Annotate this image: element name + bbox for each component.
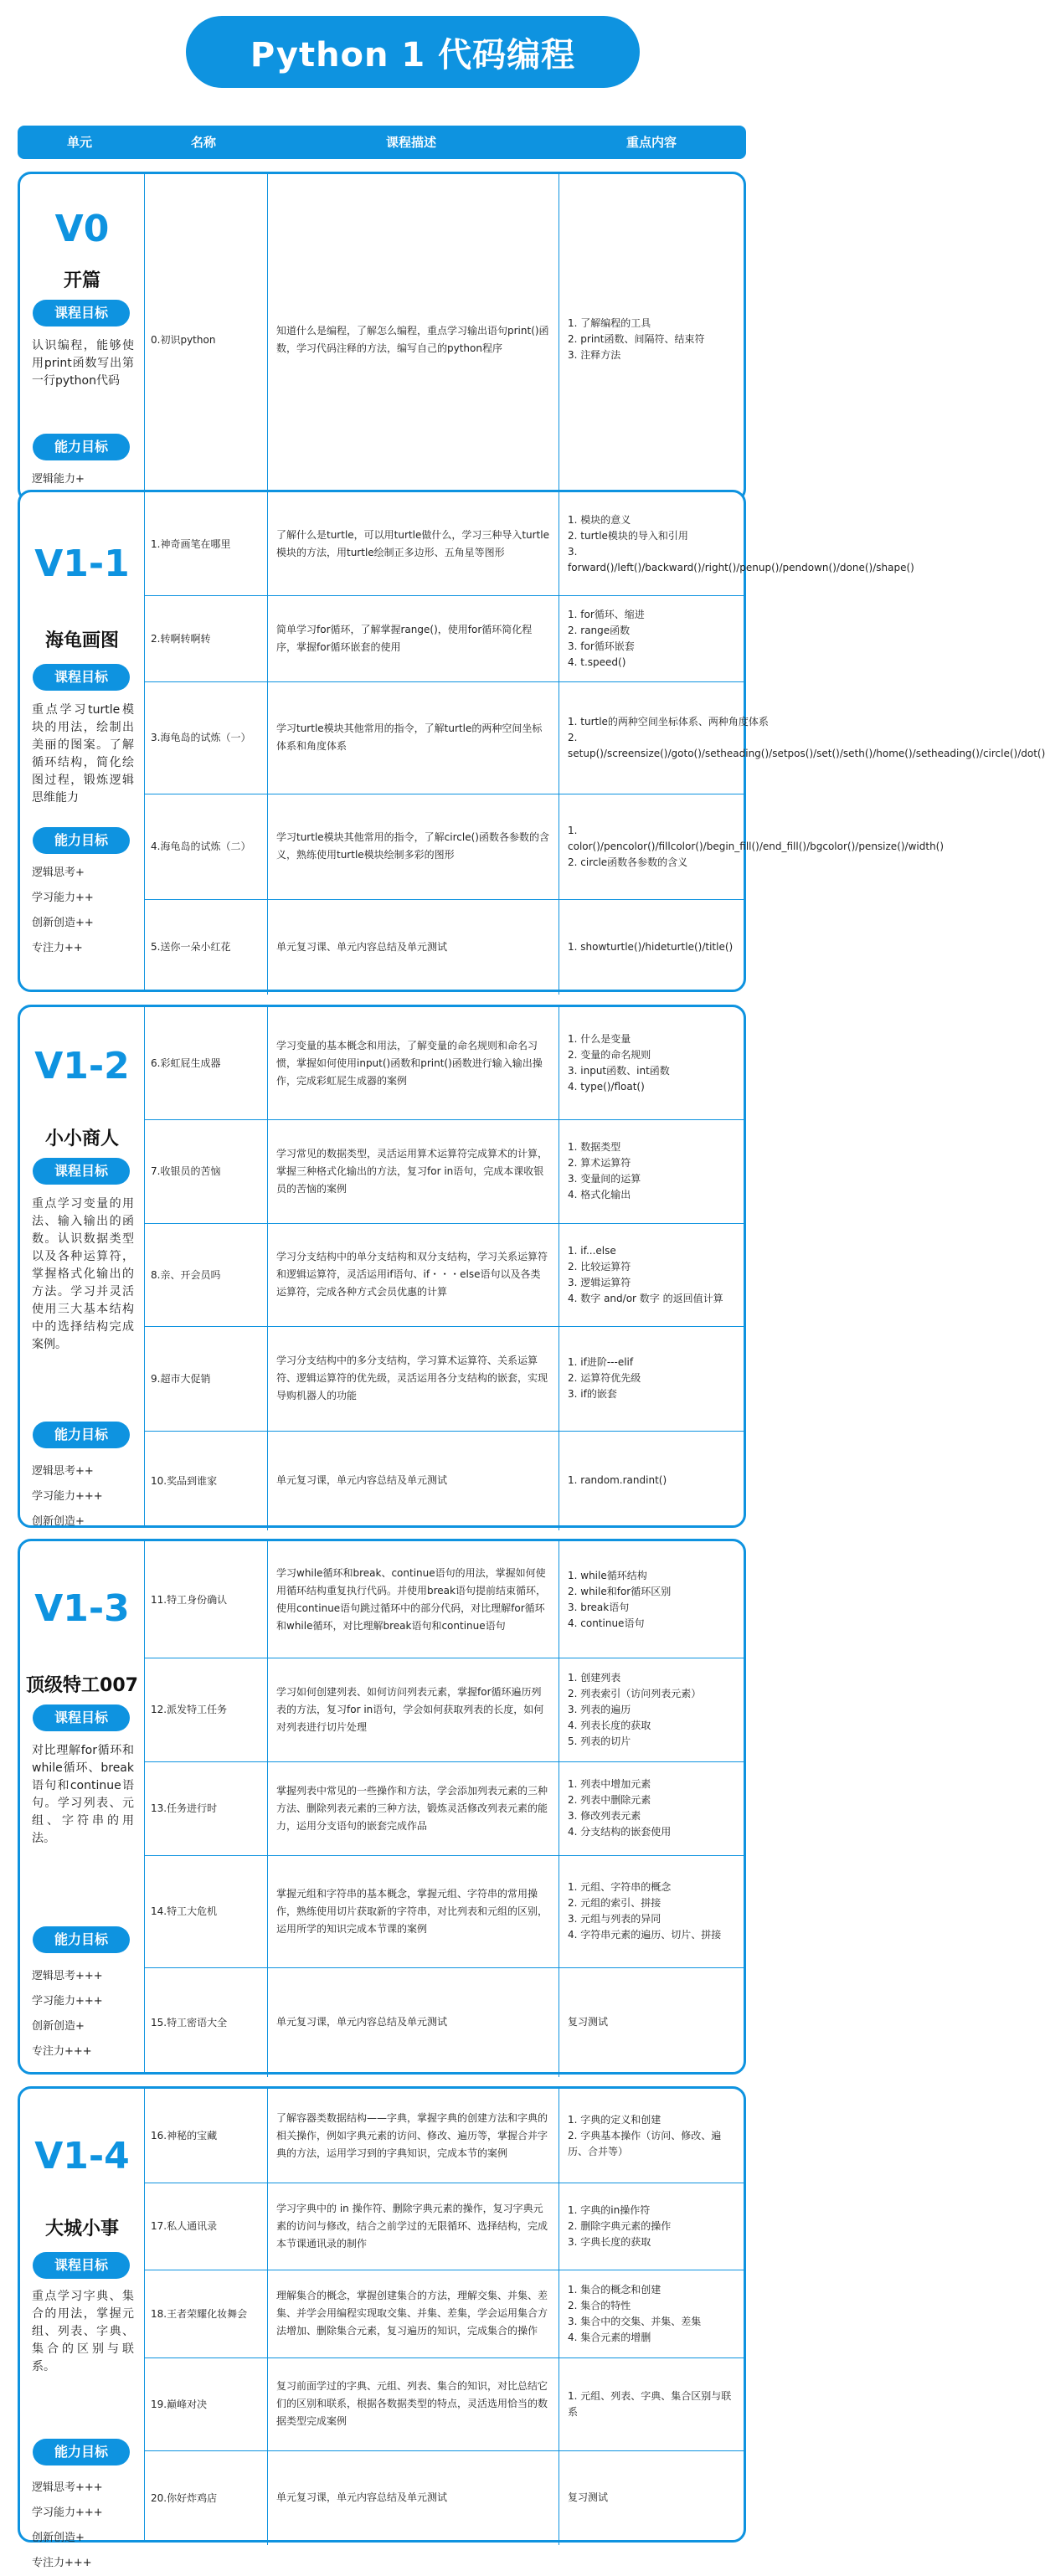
course-goal-pill: 课程目标 <box>33 664 130 691</box>
lesson-name: 0.初识python <box>144 174 268 505</box>
ability-item: 学习能力++ <box>32 892 94 904</box>
key-points-list <box>568 1473 667 1489</box>
ability-item: 创新创造++ <box>32 917 94 929</box>
lesson-name: 8.亲、开会员吗 <box>144 1223 268 1326</box>
lesson-description: 简单学习for循环，了解掌握range()，使用for循环简化程序，掌握for循环嵌套的使用 <box>268 595 559 681</box>
key-point: 4. continue语句 <box>568 1617 645 1629</box>
ability-item: 学习能力+++ <box>32 1995 103 2008</box>
table-header <box>18 126 746 159</box>
key-points-list <box>568 1879 721 1943</box>
lesson-description: 学习字典中的 in 操作符、删除字典元素的操作，复习字典元素的访问与修改，结合之前学过的无限循环、选择结构，完成本节课通讯录的制作 <box>268 2183 559 2270</box>
key-point: 2. 列表中删除元素 <box>568 1794 651 1806</box>
lesson-description: 单元复习课、单元内容总结及单元测试 <box>268 899 559 995</box>
key-points-list <box>568 1355 641 1402</box>
key-point: 2. 删除字典元素的操作 <box>568 2219 672 2232</box>
key-point: 1. 数据类型 <box>568 1141 621 1153</box>
lesson-description: 了解什么是turtle，可以用turtle做什么，学习三种导入turtle模块的方法，用turtle绘制正多边形、五角星等图形 <box>268 492 559 595</box>
key-point: 1. 了解编程的工具 <box>568 317 651 329</box>
lesson-description: 学习turtle模块其他常用的指令，了解circle()函数各参数的含义，熟练使用turtle模块绘制多彩的图形 <box>268 794 559 899</box>
key-point: 4. 字符串元素的遍历、切片、拼接 <box>568 1929 722 1941</box>
key-point: 4. 集合元素的增删 <box>568 2331 651 2343</box>
key-points-list <box>568 607 645 671</box>
lesson-row <box>144 899 744 995</box>
unit-version: V1-1 <box>34 542 130 585</box>
key-point: 4. 分支结构的嵌套使用 <box>568 1826 672 1838</box>
lesson-key-points <box>559 595 744 681</box>
unit-version: V0 <box>54 208 110 250</box>
lesson-description: 理解集合的概念，掌握创建集合的方法，理解交集、并集、差集、并学会用编程实现取交集、并集、差集，学会运用集合方法增加、删除集合元素，复习遍历的知识，完成集合的操作 <box>268 2270 559 2357</box>
unit-name: 海龟画图 <box>44 630 119 651</box>
key-point: 2. circle函数各参数的含义 <box>568 856 688 868</box>
lesson-key-points <box>559 1119 744 1223</box>
ability-goal-pill: 能力目标 <box>33 1926 130 1953</box>
key-point: 3. 修改列表元素 <box>568 1810 641 1822</box>
key-point: 2. 元组的索引、拼接 <box>568 1897 661 1909</box>
key-point: 2. print函数、间隔符、结束符 <box>568 333 705 345</box>
unit-version: V1-4 <box>34 2135 130 2178</box>
lesson-name: 16.神秘的宝藏 <box>144 2089 268 2183</box>
lesson-key-points <box>559 899 744 995</box>
lesson-row <box>144 1223 744 1327</box>
lesson-name: 17.私人通讯录 <box>144 2183 268 2270</box>
lesson-name: 18.王者荣耀化妆舞会 <box>144 2270 268 2357</box>
key-point: 3. for循环嵌套 <box>568 640 635 652</box>
ability-item: 学习能力+++ <box>32 2507 103 2519</box>
key-point: 3. if的嵌套 <box>568 1388 617 1400</box>
lesson-key-points <box>559 174 744 505</box>
key-point: 1. for循环、缩进 <box>568 608 645 620</box>
key-points-list <box>568 512 914 576</box>
key-point: 4. t.speed() <box>568 656 626 668</box>
lesson-key-points <box>559 1761 744 1855</box>
key-point: 1. 什么是变量 <box>568 1033 631 1045</box>
key-point: 3. 逻辑运算符 <box>568 1276 631 1288</box>
lesson-row <box>144 1855 744 1968</box>
unit-name: 大城小事 <box>44 2219 119 2239</box>
lesson-row <box>144 595 744 682</box>
lesson-row <box>144 2183 744 2270</box>
key-point: 3. input函数、int函数 <box>568 1065 670 1077</box>
key-point: 3. 列表的遍历 <box>568 1703 631 1715</box>
lesson-name: 1.神奇画笔在哪里 <box>144 492 268 595</box>
key-points-list <box>568 316 704 363</box>
lesson-name: 12.派发特工任务 <box>144 1658 268 1761</box>
key-point: 1. if进阶---elif <box>568 1356 634 1368</box>
key-points-list <box>568 939 733 955</box>
lesson-description: 掌握列表中常见的一些操作和方法，学会添加列表元素的三种方法、删除列表元素的三种方法，锻炼灵活修改列表元素的能力，运用分支语句的嵌套完成作品 <box>268 1761 559 1855</box>
lesson-name: 11.特工身份确认 <box>144 1541 268 1658</box>
lesson-key-points <box>559 2357 744 2450</box>
key-points-list <box>568 1139 641 1203</box>
key-point: 2. 字典基本操作（访问、修改、遍历、合并等） <box>568 2129 722 2157</box>
lesson-name: 14.特工大危机 <box>144 1855 268 1967</box>
unit-info <box>20 2089 145 2569</box>
lesson-row <box>144 1541 744 1658</box>
ability-item: 专注力+++ <box>32 2045 92 2058</box>
course-goal-text: 重点学习变量的用法、输入输出的函数。认识数据类型以及各种运算符，掌握格式化输出的方法。学习并灵活使用三大基本结构中的选择结构完成案例。 <box>32 1197 134 1351</box>
lesson-description: 学习分支结构中的多分支结构，学习算术运算符、关系运算符、逻辑运算符的优先级，灵活运用各分支结构的嵌套，实现导购机器人的功能 <box>268 1326 559 1431</box>
lesson-name: 6.彩虹屁生成器 <box>144 1007 268 1119</box>
key-point: 2. setup()/screensize()/goto()/setheading()/setpos()/set()/seth()/home()/setheading()/circle()/dot() <box>568 731 1045 759</box>
lesson-key-points <box>559 1326 744 1431</box>
lesson-description: 单元复习课，单元内容总结及单元测试 <box>268 2450 559 2545</box>
lesson-row <box>144 1119 744 1224</box>
course-goal-pill: 课程目标 <box>33 1704 130 1731</box>
lesson-description: 单元复习课，单元内容总结及单元测试 <box>268 1431 559 1530</box>
ability-item: 专注力++ <box>32 942 83 954</box>
unit-info <box>20 1007 145 1528</box>
ability-goal-pill: 能力目标 <box>33 1422 130 1448</box>
lesson-description: 单元复习课，单元内容总结及单元测试 <box>268 1967 559 2077</box>
unit-block <box>18 1539 746 2075</box>
lesson-key-points <box>559 2450 744 2545</box>
unit-block <box>18 172 746 502</box>
lesson-row <box>144 1326 744 1432</box>
lesson-description: 学习变量的基本概念和用法，了解变量的命名规则和命名习惯，掌握如何使用input()函数和print()函数进行输入输出操作，完成彩虹屁生成器的案例 <box>268 1007 559 1119</box>
lesson-description: 学习while循环和break、continue语句的用法，掌握如何使用循环结构重复执行代码。并使用break语句提前结束循环，使用continue语句跳过循环中的部分代码，对比理解for循环和while循环，对比理解break语句和continue语句 <box>268 1541 559 1658</box>
ability-item: 学习能力+++ <box>32 1490 103 1503</box>
unit-version: V1-2 <box>34 1045 130 1087</box>
lesson-description: 学习分支结构中的单分支结构和双分支结构，学习关系运算符和逻辑运算符，灵活运用if语句、if・・・else语句以及各类运算符，完成各种方式会员优惠的计算 <box>268 1223 559 1326</box>
key-point: 1. 字典的in操作符 <box>568 2203 651 2216</box>
key-point: 3. break语句 <box>568 1601 630 1613</box>
course-goal-text: 重点学习turtle模块的用法，绘制出美丽的图案。了解循环结构，简化绘图过程，锻炼逻辑思维能力 <box>32 703 134 805</box>
key-point: 4. 格式化输出 <box>568 1189 631 1201</box>
lesson-row <box>144 2270 744 2358</box>
key-points-list <box>568 2112 735 2160</box>
lesson-name: 19.巅峰对决 <box>144 2357 268 2450</box>
key-point: 2. 比较运算符 <box>568 1260 631 1273</box>
lesson-key-points <box>559 1658 744 1761</box>
lesson-key-points <box>559 1431 744 1530</box>
key-point: 复习测试 <box>568 2016 609 2028</box>
lesson-key-points <box>559 1007 744 1119</box>
key-point: 3. forward()/left()/backward()/right()/penup()/pendown()/done()/shape() <box>568 545 914 573</box>
header-unit: 单元 <box>66 135 92 150</box>
key-point: 1. 模块的意义 <box>568 513 631 526</box>
key-point: 4. 数字 and/or 数字 的返回值计算 <box>568 1292 723 1304</box>
ability-goal-pill: 能力目标 <box>33 2439 130 2465</box>
course-goal-text: 对比理解for循环和while循环、break语句和continue语句。学习列表、元组、字符串的用法。 <box>32 1744 134 1845</box>
lesson-key-points <box>559 1223 744 1326</box>
key-point: 1. random.randint() <box>568 1474 667 1486</box>
ability-item: 创新创造+ <box>32 2020 85 2033</box>
key-points-list <box>568 2388 735 2420</box>
header-name: 名称 <box>190 135 216 150</box>
ability-item: 逻辑思考+ <box>32 866 85 879</box>
ability-list <box>32 2476 139 2576</box>
unit-name: 小小商人 <box>44 1129 119 1149</box>
unit-block <box>18 2086 746 2569</box>
lesson-key-points <box>559 2183 744 2270</box>
key-point: 1. showturtle()/hideturtle()/title() <box>568 940 734 953</box>
lesson-description: 学习常见的数据类型，灵活运用算术运算符完成算术的计算，掌握三种格式化输出的方法，复习for in语句，完成本课收银员的苦恼的案例 <box>268 1119 559 1223</box>
unit-info <box>20 1541 145 2072</box>
key-point: 3. 集合中的交集、并集、差集 <box>568 2315 702 2327</box>
lesson-key-points <box>559 1541 744 1658</box>
key-point: 3. 元组与列表的异同 <box>568 1913 661 1925</box>
key-point: 2. 列表索引（访问列表元素） <box>568 1687 702 1699</box>
lesson-name: 13.任务进行时 <box>144 1761 268 1855</box>
unit-name: 顶级特工007 <box>26 1675 138 1696</box>
lesson-row <box>144 1761 744 1856</box>
key-point: 3. 字典长度的获取 <box>568 2235 651 2248</box>
course-goal-pill: 课程目标 <box>33 300 130 326</box>
course-goal-text: 认识编程，能够使用print函数写出第一行python代码 <box>32 339 134 388</box>
key-point: 3. 变量间的运算 <box>568 1173 641 1185</box>
lesson-name: 3.海龟岛的试炼（一） <box>144 681 268 794</box>
key-points-list <box>568 823 944 871</box>
key-point: 2. 运算符优先级 <box>568 1372 641 1384</box>
key-point: 1. 元组、列表、字典、集合区别与联系 <box>568 2389 732 2418</box>
key-point: 1. 元组、字符串的概念 <box>568 1881 672 1893</box>
ability-item: 逻辑思考+++ <box>32 2481 103 2494</box>
key-point: 4. type()/float() <box>568 1081 645 1093</box>
unit-info <box>20 174 145 500</box>
lesson-name: 9.超市大促销 <box>144 1326 268 1431</box>
lesson-row <box>144 174 744 505</box>
key-point: 1. 字典的定义和创建 <box>568 2113 661 2126</box>
key-point: 5. 列表的切片 <box>568 1735 631 1747</box>
ability-item: 创新创造+ <box>32 1515 85 1528</box>
ability-goal-pill: 能力目标 <box>33 827 130 854</box>
lesson-name: 5.送你一朵小红花 <box>144 899 268 995</box>
key-points-list <box>568 1776 671 1840</box>
lesson-description: 学习turtle模块其他常用的指令，了解turtle的两种空间坐标体系和角度体系 <box>268 681 559 794</box>
key-points-list <box>568 2490 608 2506</box>
lesson-row <box>144 2089 744 2183</box>
key-point: 2. 变量的命名规则 <box>568 1049 651 1061</box>
lesson-row <box>144 681 1045 794</box>
lesson-key-points <box>559 681 1045 794</box>
key-point: 2. turtle模块的导入和引用 <box>568 529 688 542</box>
lesson-description: 学习如何创建列表、如何访问列表元素，掌握for循环遍历列表的方法，复习for in语句，学会如何获取列表的长度，如何对列表进行切片处理 <box>268 1658 559 1761</box>
key-points-list <box>568 1031 670 1095</box>
key-point: 2. range函数 <box>568 624 631 636</box>
key-point: 2. 集合的特性 <box>568 2299 631 2311</box>
key-point: 4. 列表长度的获取 <box>568 1719 651 1731</box>
lesson-name: 2.转啊转啊转 <box>144 595 268 681</box>
lesson-description: 了解容器类数据结构——字典，掌握字典的创建方法和字典的相关操作，例如字典元素的访问、修改、遍历等，掌握合并字典的方法，运用学习到的字典知识，完成本节的案例 <box>268 2089 559 2183</box>
lesson-description: 复习前面学过的字典、元组、列表、集合的知识，对比总结它们的区别和联系，根据各数据类型的特点，灵活选用恰当的数据类型完成案例 <box>268 2357 559 2450</box>
key-point: 复习测试 <box>568 2491 609 2503</box>
key-points-list <box>568 2203 671 2250</box>
key-points-list <box>568 2282 701 2346</box>
key-point: 1. while循环结构 <box>568 1569 647 1581</box>
key-points-list <box>568 714 1045 762</box>
header-desc: 课程描述 <box>385 135 436 150</box>
lesson-key-points <box>559 1967 744 2077</box>
unit-info <box>20 492 145 990</box>
key-point: 1. if...else <box>568 1244 616 1257</box>
unit-block <box>18 1005 746 1528</box>
lesson-row <box>144 492 914 596</box>
lesson-row <box>144 2450 744 2545</box>
lesson-row <box>144 1431 744 1530</box>
key-points-list <box>568 1568 671 1632</box>
key-point: 1. turtle的两种空间坐标体系、两种角度体系 <box>568 715 769 728</box>
unit-version: V1-3 <box>34 1587 130 1630</box>
key-point: 2. while和for循环区别 <box>568 1585 672 1597</box>
lesson-row <box>144 794 945 900</box>
lesson-row <box>144 1007 744 1120</box>
lesson-key-points <box>559 1855 744 1967</box>
unit-name: 开篇 <box>63 270 100 291</box>
lesson-row <box>144 1967 744 2077</box>
lesson-name: 4.海龟岛的试炼（二） <box>144 794 268 899</box>
lesson-name: 15.特工密语大全 <box>144 1967 268 2077</box>
key-point: 3. 注释方法 <box>568 349 621 361</box>
ability-item: 专注力+++ <box>32 2557 92 2569</box>
key-points-list <box>568 2014 608 2030</box>
lesson-key-points <box>559 794 945 899</box>
lesson-name: 7.收银员的苦恼 <box>144 1119 268 1223</box>
unit-block <box>18 490 1045 992</box>
ability-item: 创新创造+ <box>32 2532 85 2544</box>
course-goal-text: 重点学习字典、集合的用法，掌握元组、列表、字典、集合的区别与联系。 <box>32 2290 134 2373</box>
key-point: 2. 算术运算符 <box>568 1157 631 1169</box>
key-points-list <box>568 1243 723 1307</box>
ability-goal-pill: 能力目标 <box>33 434 130 460</box>
key-point: 1. 列表中增加元素 <box>568 1778 651 1790</box>
lesson-name: 10.奖品到谁家 <box>144 1431 268 1530</box>
ability-item: 逻辑思考+++ <box>32 1970 103 1982</box>
key-point: 1. 集合的概念和创建 <box>568 2283 661 2296</box>
header-points: 重点内容 <box>625 135 677 150</box>
key-point: 1. 创建列表 <box>568 1671 621 1684</box>
key-points-list <box>568 1670 701 1750</box>
lesson-name: 20.你好炸鸡店 <box>144 2450 268 2545</box>
ability-list <box>32 1964 139 2064</box>
lesson-row <box>144 1658 744 1762</box>
page-title: Python 1 代码编程 <box>186 16 640 88</box>
lesson-key-points <box>559 492 914 595</box>
ability-item: 逻辑能力+ <box>32 473 85 486</box>
course-goal-pill: 课程目标 <box>33 1158 130 1185</box>
course-goal-pill: 课程目标 <box>33 2252 130 2279</box>
key-point: 1. color()/pencolor()/fillcolor()/begin_fill()/end_fill()/bgcolor()/pensize()/width() <box>568 824 945 852</box>
lesson-key-points <box>559 2089 744 2183</box>
lesson-description: 掌握元组和字符串的基本概念，掌握元组、字符串的常用操作，熟练使用切片获取新的字符串，对比列表和元组的区别，运用所学的知识完成本节课的案例 <box>268 1855 559 1967</box>
lesson-key-points <box>559 2270 744 2357</box>
ability-list <box>32 861 139 961</box>
lesson-description: 知道什么是编程，了解怎么编程，重点学习输出语句print()函数，学习代码注释的方法，编写自己的python程序 <box>268 174 559 505</box>
ability-item: 逻辑思考++ <box>32 1465 94 1478</box>
lesson-row <box>144 2357 744 2451</box>
